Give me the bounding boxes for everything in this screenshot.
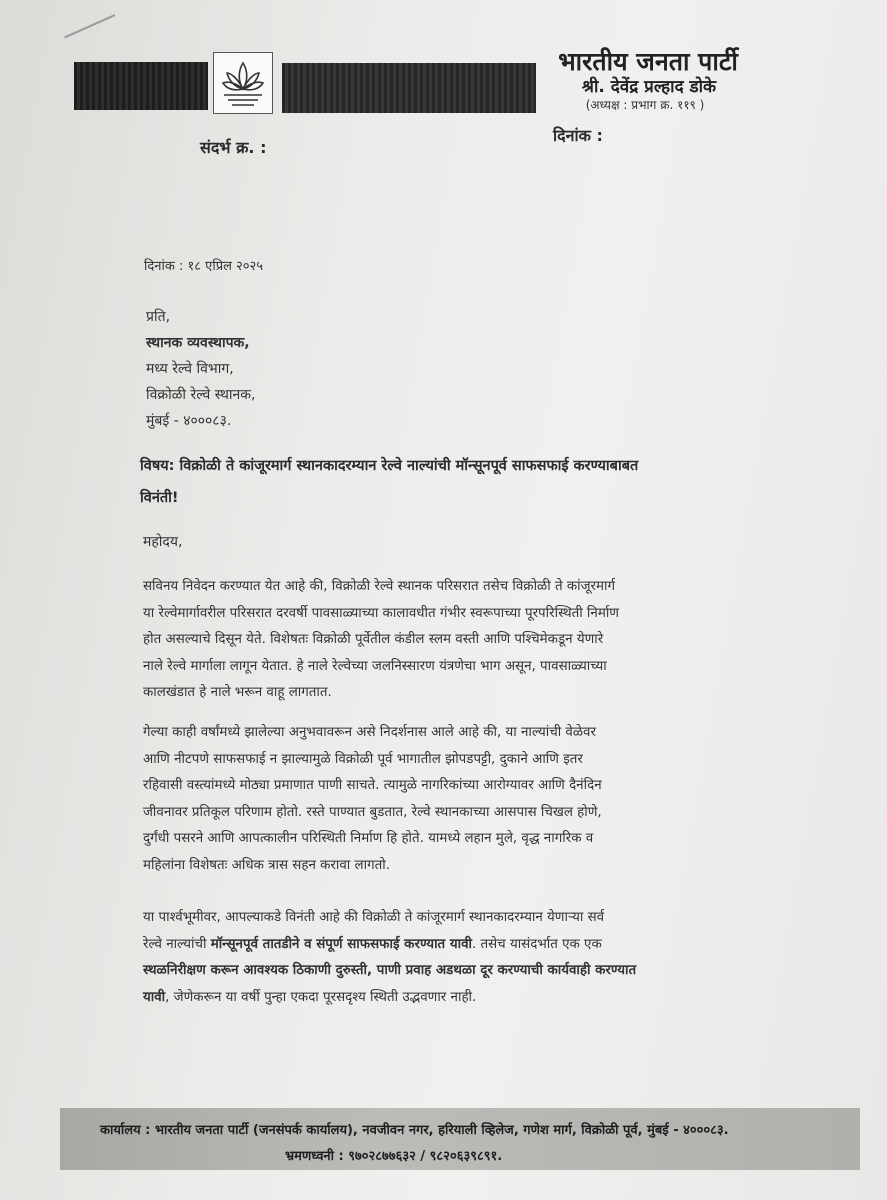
paragraph-line: आणि नीटपणे साफसफाई न झाल्यामुळे विक्रोळी पूर्व भागातील झोपडपट्टी, दुकाने आणि इतर bbox=[143, 751, 583, 767]
paragraph-3 bbox=[143, 905, 803, 1011]
paragraph-line: या रेल्वेमार्गावरील परिसरात दरवर्षी पावसाळ्याच्या कालावधीत गंभीर स्वरूपाच्या पूरपरिस्थिती निर्माण bbox=[143, 605, 619, 621]
paragraph-1 bbox=[143, 574, 803, 707]
paragraph-line bbox=[143, 932, 803, 959]
paragraph-line: होत असल्याचे दिसून येते. विशेषतः विक्रोळी पूर्वेतील कंडील स्लम वस्ती आणि पश्चिमेकडून येणारे bbox=[143, 632, 604, 647]
paragraph-line: दुर्गंधी पसरने आणि आपत्कालीन परिस्थिती निर्माण हि होते. यामध्ये लहान मुले, वृद्ध नागरिक व bbox=[143, 831, 594, 846]
address-line-2: विक्रोळी रेल्वे स्थानक, bbox=[146, 387, 256, 403]
paragraph-line bbox=[143, 985, 803, 1012]
reference-number-label: संदर्भ क्र. : bbox=[200, 138, 267, 157]
address-line-1: मध्य रेल्वे विभाग, bbox=[146, 361, 234, 377]
subject bbox=[140, 450, 780, 514]
leader-name: श्री. देवेंद्र प्रल्हाद डोके bbox=[581, 77, 717, 97]
paragraph-line bbox=[143, 958, 803, 985]
paragraph-2 bbox=[143, 720, 803, 879]
paragraph-line: या पार्श्वभूमीवर, आपल्याकडे विनंती आहे की विक्रोळी ते कांजूरमार्ग स्थानकादरम्यान येणाऱ्या सर्व bbox=[143, 910, 605, 925]
footer-phone: भ्रमणध्वनी : ९७०२८७७६३२ / ९८२०६३९८९१. bbox=[285, 1149, 503, 1164]
text-run: , जेणेकरून या वर्षी पुन्हा एकदा पूरसदृश्य स्थिती उद्भवणार नाही. bbox=[165, 989, 477, 1005]
address-prefix: प्रति, bbox=[146, 309, 171, 325]
header-date-label: दिनांक : bbox=[553, 126, 603, 145]
bold-action-end: यावी bbox=[143, 989, 166, 1005]
paragraph-line: गेल्या काही वर्षांमध्ये झालेल्या अनुभवावरून असे निदर्शनास आले आहे की, या नाल्यांची वेळेवर bbox=[143, 725, 596, 740]
letter-date: दिनांक : १८ एप्रिल २०२५ bbox=[144, 259, 264, 274]
address-line-3: मुंबई - ४०००८३. bbox=[146, 413, 232, 429]
paragraph-line: जीवनावर प्रतिकूल परिणाम होतो. रस्ते पाण्यात बुडतात, रेल्वे स्थानकाच्या आसपास चिखल होणे, bbox=[143, 804, 602, 820]
paper-crease bbox=[48, 0, 115, 38]
redaction-block-right bbox=[282, 63, 536, 113]
paragraph-line: रहिवासी वस्त्यांमध्ये मोठ्या प्रमाणात पाणी साचते. त्यामुळे नागरिकांच्या आरोग्यावर आणि दैनंदिन bbox=[143, 778, 602, 793]
party-logo-lotus-icon bbox=[213, 52, 273, 114]
subject-line-1: विषय: विक्रोळी ते कांजूरमार्ग स्थानकादरम्यान रेल्वे नाल्यांची मॉन्सूनपूर्व साफसफाई करण्याबाबत bbox=[140, 458, 639, 474]
salutation: महोदय, bbox=[143, 534, 183, 550]
redaction-block-left bbox=[74, 62, 208, 110]
address-recipient: स्थानक व्यवस्थापक, bbox=[146, 335, 250, 351]
bold-request: मॉन्सूनपूर्व तातडीने व संपूर्ण साफसफाई करण्यात यावी bbox=[210, 936, 472, 952]
leader-role: (अध्यक्ष : प्रभाग क्र. ११९ ) bbox=[585, 98, 705, 112]
recipient-address bbox=[146, 304, 256, 434]
paragraph-line: महिलांना विशेषतः अधिक त्रास सहन करावा लागतो. bbox=[143, 857, 390, 873]
paragraph-line: सविनय निवेदन करण्यात येत आहे की, विक्रोळी रेल्वे स्थानक परिसरात तसेच विक्रोळी ते कांजूरमार्ग bbox=[143, 579, 616, 594]
bold-action: स्थळनिरीक्षण करून आवश्यक ठिकाणी दुरुस्ती, पाणी प्रवाह अडथळा दूर करण्याची कार्यवाही करण्यात bbox=[143, 963, 637, 978]
subject-line-2: विनंती! bbox=[140, 490, 179, 506]
party-name: भारतीय जनता पार्टी bbox=[558, 47, 738, 76]
paragraph-line: कालखंडात हे नाले भरून वाहू लागतात. bbox=[143, 685, 332, 700]
text-run: . तसेच यासंदर्भात एक एक bbox=[471, 936, 602, 952]
text-run: रेल्वे नाल्यांची bbox=[143, 936, 211, 952]
paragraph-line: नाले रेल्वे मार्गाला लागून येतात. हे नाले रेल्वेच्या जलनिस्सारण यंत्रणेचा भाग असून, पावसाळ्याच्या bbox=[143, 658, 607, 674]
footer-office-address: कार्यालय : भारतीय जनता पार्टी (जनसंपर्क कार्यालय), नवजीवन नगर, हरियाली व्हिलेज, गणेश मार्ग, विक्रोळी पूर्व, मुंबई - ४०००८३. bbox=[100, 1123, 729, 1138]
